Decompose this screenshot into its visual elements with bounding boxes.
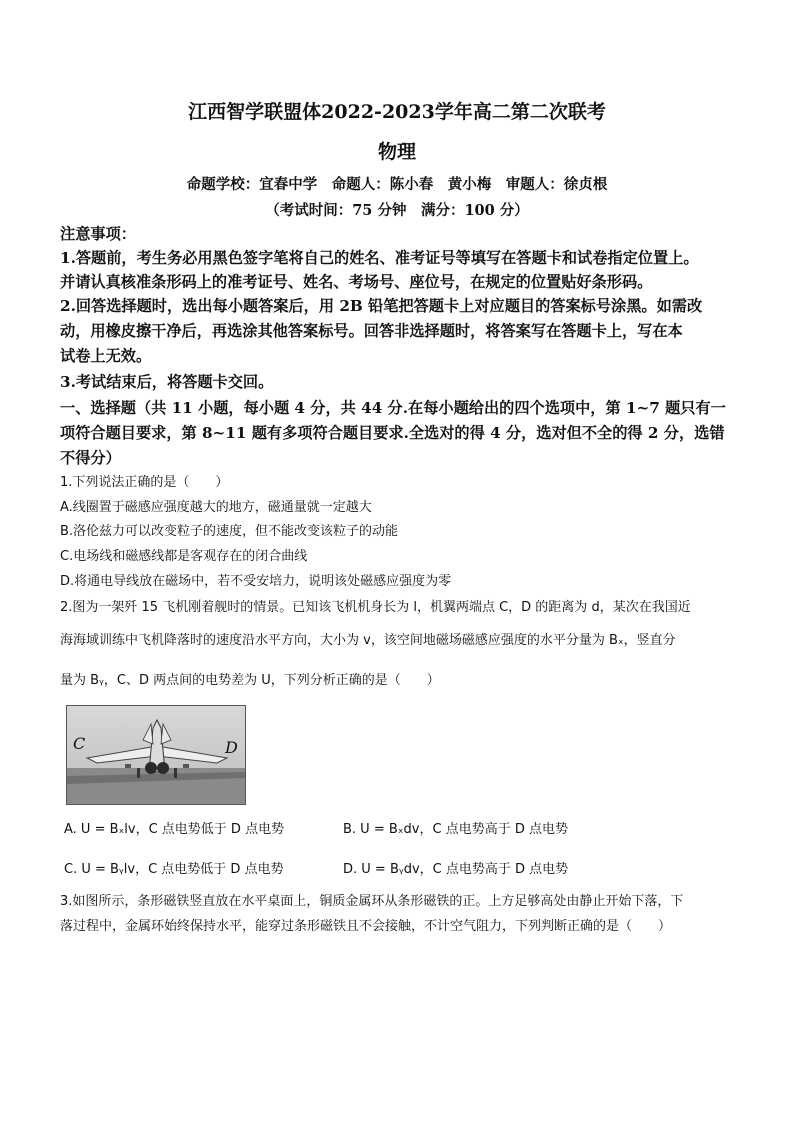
exam-info-line: （考试时间：75 分钟 满分：100 分） xyxy=(265,202,529,219)
subject-title: 物理 xyxy=(377,141,416,163)
q1-stem: 1.下列说法正确的是（ ） xyxy=(60,475,229,490)
notice-item2-line1: 2.回答选择题时，选出每小题答案后，用 2B 铅笔把答题卡上对应题目的答案标号涂黑。如需改 xyxy=(60,297,703,315)
q2-option-c: C. U = Bᵧlv，C 点电势低于 D 点电势 xyxy=(64,862,284,877)
q1-option-c: C.电场线和磁感线都是客观存在的闭合曲线 xyxy=(60,549,308,564)
q2-stem-line1: 2.图为一架歼 15 飞机刚着舰时的情景。已知该飞机机身长为 l，机翼两端点 C，D 的距离为 d，某次在我国近 xyxy=(60,600,691,615)
section1-line3: 不得分） xyxy=(60,449,121,467)
jet-illustration xyxy=(67,706,245,804)
wing-tip-label-d: D xyxy=(225,738,238,757)
jet-landing-photo xyxy=(66,705,246,805)
q3-stem-line1: 3.如图所示，条形磁铁竖直放在水平桌面上，铜质金属环从条形磁铁的正。上方足够高处由静止开始下落，下 xyxy=(60,894,684,909)
q3-stem-line2: 落过程中，金属环始终保持水平，能穿过条形磁铁且不会接触，不计空气阻力，下列判断正确的是（ ） xyxy=(60,919,672,934)
notice-item2-line3: 试卷上无效。 xyxy=(60,347,152,365)
q2-option-a: A. U = Bₓlv，C 点电势低于 D 点电势 xyxy=(64,822,285,837)
notice-item1-line1: 1.答题前，考生务必用黑色签字笔将自己的姓名、准考证号等填写在答题卡和试卷指定位置上。 xyxy=(60,249,699,267)
q2-option-d: D. U = Bᵧdv，C 点电势高于 D 点电势 xyxy=(343,862,569,877)
q1-option-a: A.线圈置于磁感应强度越大的地方，磁通量就一定越大 xyxy=(60,500,372,515)
wing-tip-label-c: C xyxy=(73,734,86,753)
section1-line2: 项符合题目要求，第 8~11 题有多项符合题目要求.全选对的得 4 分，选对但不全的得 2 分，选错 xyxy=(60,424,725,442)
notice-item2-line2: 动，用橡皮擦干净后，再选涂其他答案标号。回答非选择题时，将答案写在答题卡上，写在本 xyxy=(60,322,683,340)
q1-option-d: D.将通电导线放在磁场中，若不受安培力，说明该处磁感应强度为零 xyxy=(60,574,452,589)
notice-heading: 注意事项： xyxy=(60,225,136,243)
notice-item3: 3.考试结束后，将答题卡交回。 xyxy=(60,373,274,391)
q2-stem-line3: 量为 Bᵧ，C、D 两点间的电势差为 U，下列分析正确的是（ ） xyxy=(60,673,440,688)
authors-line: 命题学校：宜春中学 命题人：陈小春 黄小梅 审题人：徐贞根 xyxy=(186,176,608,193)
q2-option-b: B. U = Bₓdv，C 点电势高于 D 点电势 xyxy=(343,822,568,837)
q1-option-b: B.洛伦兹力可以改变粒子的速度，但不能改变该粒子的动能 xyxy=(60,524,399,539)
exam-title: 江西智学联盟体2022-2023学年高二第二次联考 xyxy=(188,101,606,123)
notice-item1-line2: 并请认真核准条形码上的准考证号、姓名、考场号、座位号，在规定的位置贴好条形码。 xyxy=(60,273,653,291)
q2-stem-line2: 海海域训练中飞机降落时的速度沿水平方向，大小为 v，该空间地磁场磁感应强度的水平分量为 Bₓ，竖直分 xyxy=(60,633,676,648)
section1-line1: 一、选择题（共 11 小题，每小题 4 分，共 44 分.在每小题给出的四个选项中，第 1~7 题只有一 xyxy=(60,399,726,417)
